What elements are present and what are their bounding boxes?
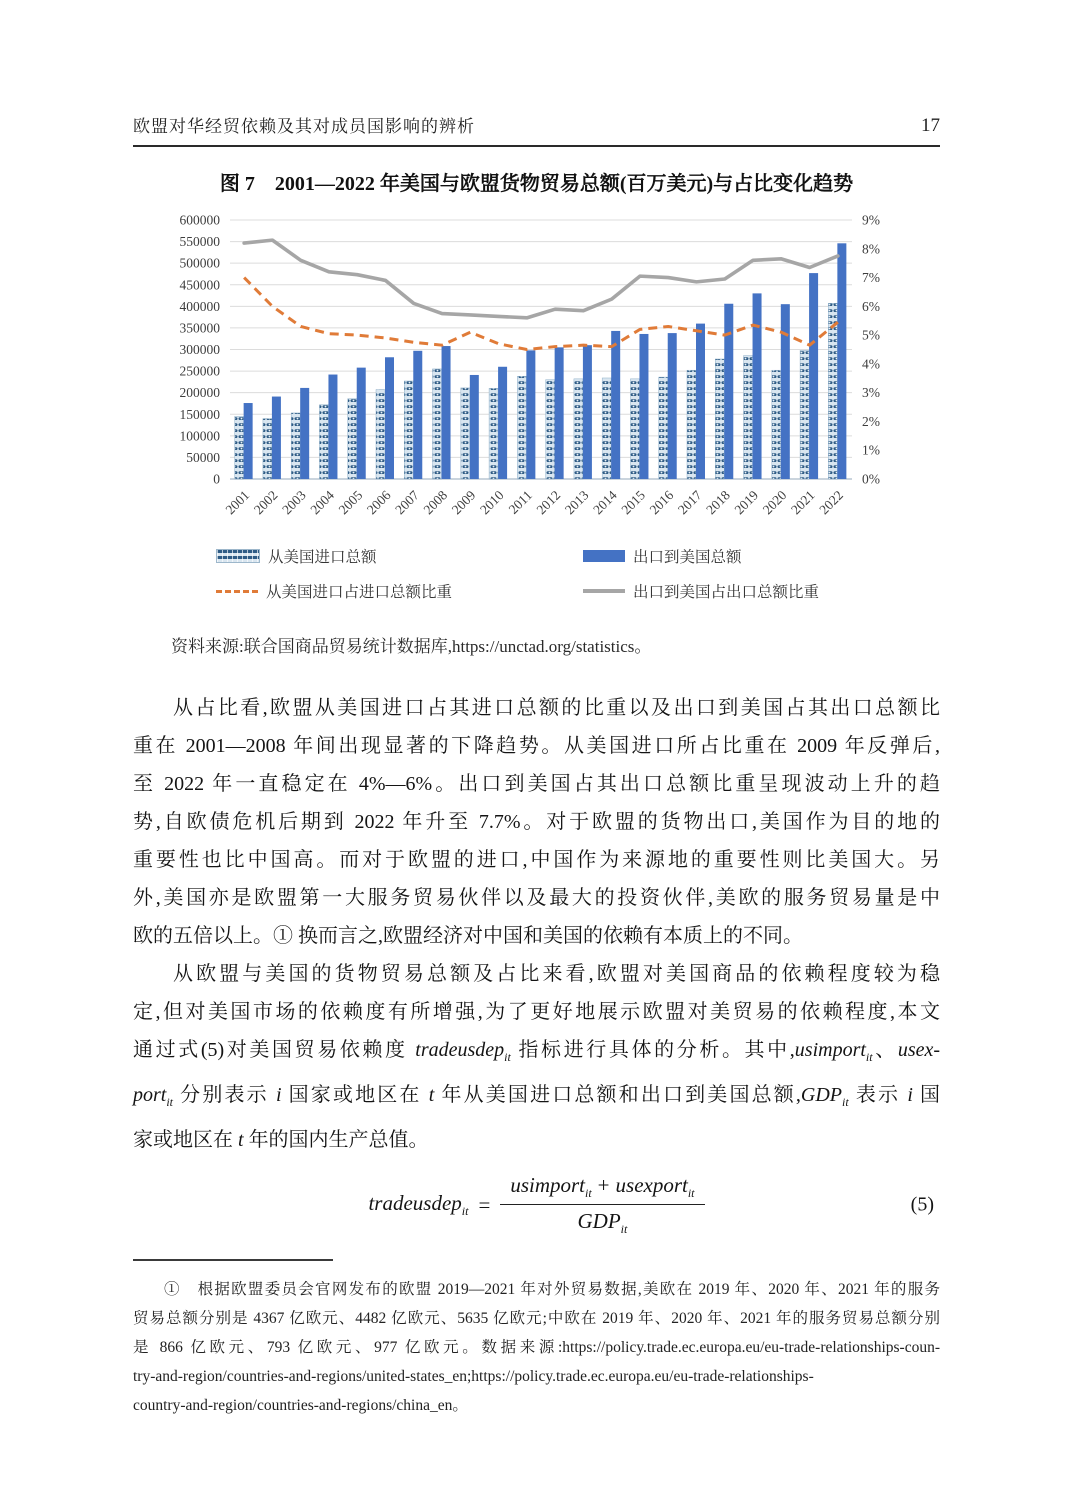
svg-text:2017: 2017 [674,487,705,518]
legend-label: 出口到美国总额 [633,549,742,566]
legend-item-import-share [133,580,525,602]
figure-7-chart [133,212,940,602]
svg-text:2022: 2022 [816,487,846,518]
svg-text:1%: 1% [862,442,880,458]
svg-text:2021: 2021 [788,487,818,518]
fraction [500,1173,704,1237]
svg-text:2002: 2002 [250,487,281,518]
body-text [133,689,940,1159]
chart-legend [133,545,940,602]
svg-text:2007: 2007 [392,487,422,518]
footnote-line: 贸易总额分别是 4367 亿欧元、4482 亿欧元、5635 亿欧元;中欧在 2019 年、2020 年、2021 年的服务贸易总额分别 [133,1310,940,1328]
equals-sign: = [478,1192,491,1217]
svg-text:3%: 3% [862,385,880,401]
dashed-line-swatch-icon [216,590,258,593]
svg-text:2008: 2008 [420,487,451,518]
running-header-title: 欧盟对华经贸依赖及其对成员国影响的辨析 [133,117,475,136]
svg-text:8%: 8% [862,241,880,257]
paragraph-line: 至 2022 年一直稳定在 4%—6%。出口到美国占其出口总额比重呈现波动上升的趋 [133,773,940,795]
hatched-bar-swatch-icon [216,549,260,563]
fraction-denominator: $GDP_{it}$ [577,1209,628,1237]
svg-text:2010: 2010 [477,487,507,518]
figure-title: 图 7 2001—2022 年美国与欧盟货物贸易总额(百万美元)与占比变化趋势 [219,173,854,195]
paragraph-line: 重在 2001—2008 年间出现显著的下降趋势。从美国进口所占比重在 2009 年反弹后, [133,735,940,757]
svg-text:2005: 2005 [335,487,366,518]
svg-text:2011: 2011 [505,487,535,517]
svg-text:7%: 7% [862,270,880,286]
legend-item-exports [525,545,940,567]
paragraph-line: 家或地区在 t 年的国内生产总值。 [133,1129,429,1151]
svg-text:5%: 5% [862,327,880,343]
svg-text:450000: 450000 [179,277,220,293]
footnote-line: try-and-region/countries-and-regions/united-states_en;https://policy.trade.ec.europa.eu/eu-trade-relationships- [133,1368,814,1386]
legend-label: 从美国进口占进口总额比重 [266,584,453,601]
legend-label: 从美国进口总额 [268,549,377,566]
svg-text:200000: 200000 [179,385,220,401]
svg-text:300000: 300000 [179,342,220,357]
legend-label: 出口到美国占出口总额比重 [633,584,820,601]
trade-chart [133,212,940,530]
equation-lhs: tradeusdep$_{it}$ [368,1191,469,1219]
equation-5 [133,1173,940,1237]
paragraph-line: 外,美国亦是欧盟第一大服务贸易伙伴以及最大的投资伙伴,美欧的服务贸易量是中 [133,887,940,909]
svg-text:2018: 2018 [703,487,733,518]
svg-text:9%: 9% [862,212,880,228]
svg-text:150000: 150000 [179,406,220,422]
paragraph-line: 重要性也比中国高。而对于欧盟的进口,中国作为来源地的重要性则比美国大。另 [133,849,940,871]
paragraph-line: 欧的五倍以上。① 换而言之,欧盟经济对中国和美国的依赖有本质上的不同。 [133,925,803,947]
svg-text:2003: 2003 [279,487,309,518]
svg-text:2001: 2001 [222,487,253,518]
gray-line-swatch-icon [583,589,625,593]
footnote-line: ① 根据欧盟委员会官网发布的欧盟 2019—2021 年对外贸易数据,美欧在 2019 年、2020 年、2021 年的服务 [164,1281,940,1299]
header-rule [133,145,940,147]
content-column [133,112,940,1420]
paragraph-line: 通过式(5)对美国贸易依赖度 tradeusdep$_{it}$ 指标进行具体的分析。其中,usimport$_{it}$、usex- [133,1039,941,1064]
data-source-note: 资料来源:联合国商品贸易统计数据库,https://unctad.org/statistics。 [171,637,652,656]
svg-text:2006: 2006 [363,487,394,518]
svg-text:2004: 2004 [307,487,338,518]
paragraph-line: 势,自欧债危机后期到 2022 年升至 7.7%。对于欧盟的货物出口,美国作为目的地的 [133,811,940,833]
svg-text:2%: 2% [862,413,880,429]
svg-text:100000: 100000 [179,428,220,444]
svg-text:350000: 350000 [179,320,220,336]
paragraph-line: 定,但对美国市场的依赖度有所增强,为了更好地展示欧盟对美贸易的依赖程度,本文 [133,1001,940,1023]
svg-text:4%: 4% [862,356,880,372]
svg-text:6%: 6% [862,298,880,314]
svg-text:250000: 250000 [179,363,220,379]
svg-text:2014: 2014 [590,487,620,518]
page-number: 17 [921,115,940,136]
paragraph-line: port$_{it}$ 分别表示 i 国家或地区在 t 年从美国进口总额和出口到美国总额$,GDP_{it}$ 表示 i 国 [133,1084,941,1109]
legend-item-imports [133,545,525,567]
svg-text:2013: 2013 [561,487,592,518]
svg-text:500000: 500000 [179,255,220,271]
footnote-line: country-and-region/countries-and-regions/china_en。 [133,1397,468,1415]
svg-text:2012: 2012 [533,487,564,518]
running-header [133,112,940,137]
footnote-rule [133,1259,333,1261]
footnote [133,1275,940,1420]
solid-bar-swatch-icon [583,550,625,562]
svg-text:2015: 2015 [618,487,649,518]
fraction-numerator: usimport$_{it}$ + usexport$_{it}$ [500,1173,704,1205]
svg-text:2019: 2019 [731,487,762,518]
svg-text:600000: 600000 [179,212,220,228]
svg-text:0: 0 [213,471,220,487]
footnote-line: 是 866 亿欧元、793 亿欧元、977 亿欧元。数据来源:https://policy.trade.ec.europa.eu/eu-trade-relationships-coun- [133,1339,940,1357]
svg-text:2016: 2016 [646,487,677,518]
equation-number: (5) [910,1193,934,1216]
legend-item-export-share [525,580,940,602]
svg-text:2020: 2020 [759,487,790,518]
svg-text:0%: 0% [862,471,880,487]
svg-text:550000: 550000 [179,234,220,250]
svg-text:400000: 400000 [179,298,220,314]
paragraph-line: 从占比看,欧盟从美国进口占其进口总额的比重以及出口到美国占其出口总额比 [173,697,940,719]
svg-text:2009: 2009 [448,487,479,518]
paragraph-line: 从欧盟与美国的货物贸易总额及占比来看,欧盟对美国商品的依赖程度较为稳 [173,963,940,985]
svg-text:50000: 50000 [186,449,220,465]
